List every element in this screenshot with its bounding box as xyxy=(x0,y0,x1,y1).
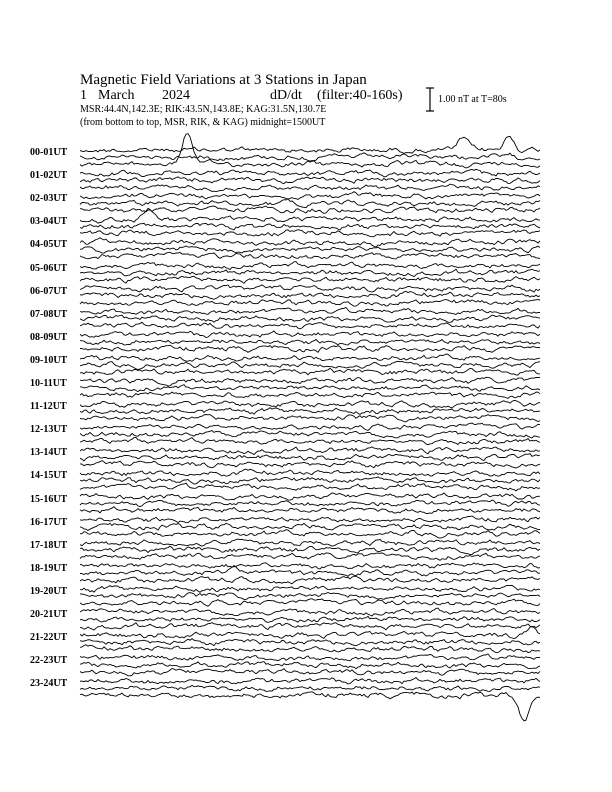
trace-rik-01-02UT xyxy=(80,177,540,184)
trace-rik-21-22UT xyxy=(80,639,540,646)
trace-kag-18-19UT xyxy=(80,563,540,569)
trace-msr-04-05UT xyxy=(80,252,540,259)
trace-msr-19-20UT xyxy=(80,599,540,607)
trace-kag-19-20UT xyxy=(80,585,540,592)
trace-kag-11-12UT xyxy=(80,401,540,409)
trace-msr-15-16UT xyxy=(80,507,540,514)
trace-kag-01-02UT xyxy=(80,169,540,176)
trace-rik-17-18UT xyxy=(80,546,540,555)
trace-msr-01-02UT xyxy=(80,184,540,192)
hour-label: 16-17UT xyxy=(30,516,68,528)
trace-rik-08-09UT xyxy=(80,340,540,345)
hour-label: 19-20UT xyxy=(30,585,68,597)
hour-label: 09-10UT xyxy=(30,354,68,366)
trace-kag-17-18UT xyxy=(80,539,540,546)
hour-label: 02-03UT xyxy=(30,193,68,205)
stations-line: MSR:44.4N,142.3E; RIK:43.5N,143.8E; KAG:31.5N,130.7E xyxy=(80,104,327,115)
trace-rik-13-14UT xyxy=(80,454,540,461)
trace-kag-07-08UT xyxy=(80,307,540,314)
trace-kag-09-10UT xyxy=(80,354,540,361)
hour-label: 20-21UT xyxy=(30,609,68,620)
hour-label: 15-16UT xyxy=(30,493,68,505)
trace-msr-07-08UT xyxy=(80,322,540,329)
trace-msr-20-21UT xyxy=(80,623,540,631)
hour-label: 04-05UT xyxy=(30,239,68,251)
trace-rik-02-03UT xyxy=(80,199,540,208)
trace-rik-19-20UT xyxy=(80,592,540,599)
trace-rik-12-13UT xyxy=(80,431,540,439)
hour-label: 18-19UT xyxy=(30,562,68,574)
hour-label: 21-22UT xyxy=(30,632,68,644)
hour-label: 23-24UT xyxy=(30,678,68,690)
trace-msr-23-24UT xyxy=(80,692,540,721)
trace-msr-21-22UT xyxy=(80,645,540,653)
hour-label: 07-08UT xyxy=(30,308,68,320)
trace-kag-04-05UT xyxy=(80,238,540,247)
trace-rik-16-17UT xyxy=(80,523,540,530)
trace-kag-00-01UT xyxy=(80,136,540,153)
trace-kag-08-09UT xyxy=(80,331,540,338)
date-day: 1 xyxy=(80,88,87,103)
trace-msr-22-23UT xyxy=(80,669,540,676)
trace-msr-16-17UT xyxy=(80,530,540,538)
hour-label: 11-12UT xyxy=(30,401,67,413)
scale-bar xyxy=(426,88,434,111)
trace-kag-20-21UT xyxy=(80,608,540,616)
hour-label: 00-01UT xyxy=(30,147,68,158)
trace-rik-23-24UT xyxy=(80,685,540,691)
date-year: 2024 xyxy=(162,88,190,103)
hour-label: 06-07UT xyxy=(30,285,68,297)
trace-msr-06-07UT xyxy=(80,299,540,306)
trace-rik-11-12UT xyxy=(80,408,540,415)
trace-kag-21-22UT xyxy=(80,627,540,639)
filter-label: (filter:40-160s) xyxy=(317,88,403,103)
trace-rik-20-21UT xyxy=(80,616,540,622)
trace-rik-00-01UT xyxy=(80,153,540,161)
trace-kag-15-16UT xyxy=(80,493,540,500)
trace-kag-10-11UT xyxy=(80,377,540,386)
trace-kag-06-07UT xyxy=(80,285,540,292)
hour-label: 17-18UT xyxy=(30,539,68,551)
trace-kag-13-14UT xyxy=(80,447,540,455)
trace-rik-10-11UT xyxy=(80,385,540,392)
hour-label: 10-11UT xyxy=(30,378,67,389)
chart-title: Magnetic Field Variations at 3 Stations in Japan xyxy=(80,72,367,88)
trace-kag-12-13UT xyxy=(80,423,540,431)
hour-label: 01-02UT xyxy=(30,170,68,182)
trace-msr-17-18UT xyxy=(80,553,540,560)
hour-label: 13-14UT xyxy=(30,447,68,459)
trace-msr-03-04UT xyxy=(80,230,540,237)
trace-rik-05-06UT xyxy=(80,269,540,277)
trace-msr-09-10UT xyxy=(80,368,540,375)
station-order-line: (from bottom to top, MSR, RIK, & KAG) midnight=1500UT xyxy=(80,117,326,128)
hour-label: 05-06UT xyxy=(30,262,68,274)
trace-kag-02-03UT xyxy=(80,192,540,200)
scale-bar-label: 1.00 nT at T=80s xyxy=(438,94,507,105)
trace-msr-11-12UT xyxy=(80,415,540,422)
trace-msr-12-13UT xyxy=(80,437,540,444)
trace-msr-10-11UT xyxy=(80,392,540,398)
trace-kag-23-24UT xyxy=(80,678,540,685)
hour-label: 12-13UT xyxy=(30,424,68,436)
trace-kag-14-15UT xyxy=(80,469,540,476)
component-label: dD/dt xyxy=(270,88,302,103)
trace-rik-22-23UT xyxy=(80,662,540,669)
trace-rik-07-08UT xyxy=(80,315,540,322)
trace-rik-04-05UT xyxy=(80,246,540,253)
trace-msr-08-09UT xyxy=(80,345,540,352)
trace-rik-14-15UT xyxy=(80,477,540,484)
trace-kag-16-17UT xyxy=(80,516,540,523)
hour-label: 08-09UT xyxy=(30,331,68,343)
trace-msr-18-19UT xyxy=(80,576,540,584)
hour-label: 22-23UT xyxy=(30,655,68,667)
hour-label: 14-15UT xyxy=(30,470,68,482)
trace-kag-22-23UT xyxy=(80,654,540,661)
trace-msr-13-14UT xyxy=(80,461,540,468)
trace-rik-03-04UT xyxy=(80,223,540,230)
trace-msr-14-15UT xyxy=(80,483,540,491)
trace-kag-05-06UT xyxy=(80,262,540,270)
hour-label: 03-04UT xyxy=(30,216,68,228)
trace-msr-05-06UT xyxy=(80,276,540,283)
date-month: March xyxy=(98,88,135,103)
trace-rik-15-16UT xyxy=(80,500,540,507)
trace-rik-06-07UT xyxy=(80,291,540,299)
trace-msr-02-03UT xyxy=(80,206,540,213)
